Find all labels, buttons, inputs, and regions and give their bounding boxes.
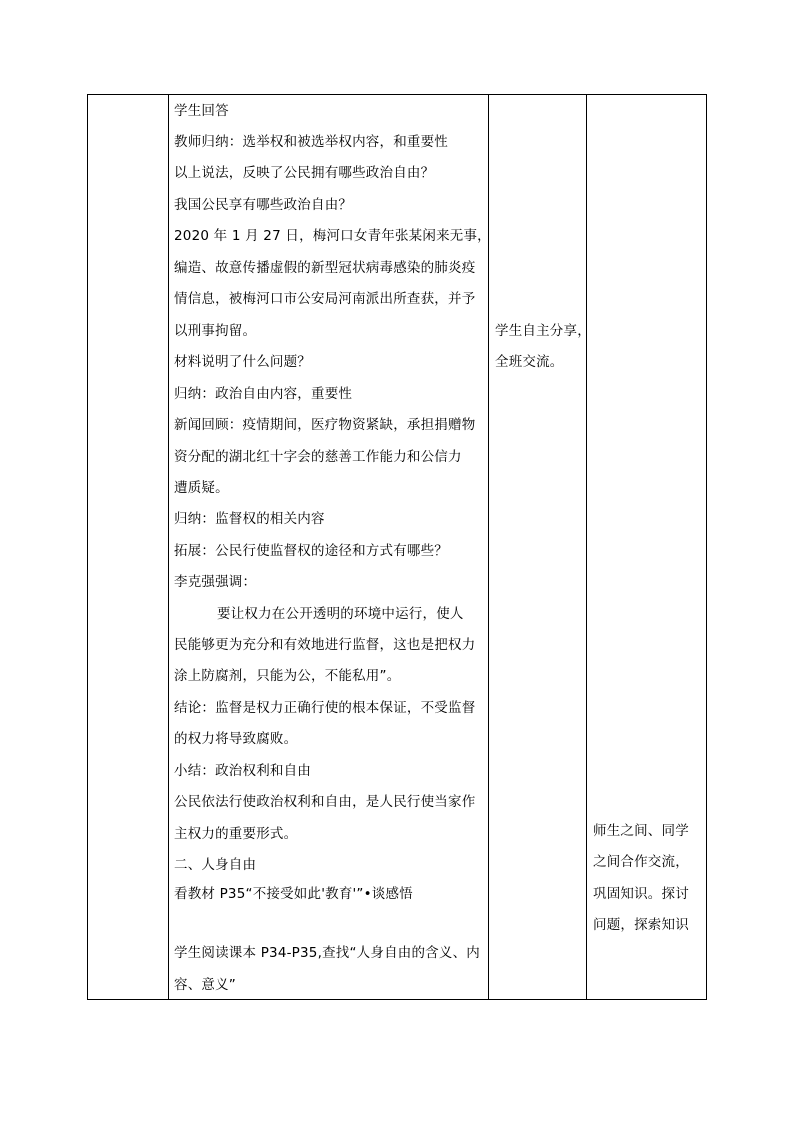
content-line: 公民依法行使政治权利和自由，是人民行使当家作	[174, 794, 476, 810]
content-line: 以刑事拘留。	[174, 323, 257, 339]
content-line: 拓展：公民行使监督权的途径和方式有哪些？	[174, 543, 448, 559]
design-line: 巩固知识。探讨	[593, 886, 689, 902]
content-line: 教师归纳：选举权和被选举权内容，和重要性	[174, 134, 448, 150]
design-intent-cell	[587, 95, 708, 999]
content-line: 以上说法，反映了公民拥有哪些政治自由？	[174, 165, 435, 181]
teaching-content-cell	[169, 95, 492, 999]
content-line: 涂上防腐剂，只能为公，不能私用”。	[174, 668, 401, 684]
content-line: 二、人身自由	[174, 857, 257, 873]
content-line: 主权力的重要形式。	[174, 826, 298, 842]
left-empty-cell	[88, 95, 168, 999]
content-line: 民能够更为充分和有效地进行监督，这也是把权力	[174, 637, 476, 653]
lesson-plan-table	[87, 94, 707, 1000]
content-line: 新闻回顾：疫情期间，医疗物资紧缺，承担捐赠物	[174, 417, 476, 433]
content-line: 容、意义”	[174, 977, 236, 993]
content-line: 学生回答	[174, 103, 229, 119]
content-line: 材料说明了什么问题？	[174, 354, 311, 370]
design-line: 之间合作交流，	[593, 854, 689, 870]
content-line: 归纳：政治自由内容，重要性	[174, 386, 353, 402]
content-line: 2020 年 1 月 27 日，梅河口女青年张某闲来无事，	[174, 228, 491, 244]
content-line: 情信息，被梅河口市公安局河南派出所查获，并予	[174, 291, 476, 307]
student-activity-cell	[489, 95, 591, 999]
content-line: 小结：政治权利和自由	[174, 763, 311, 779]
content-line: 编造、故意传播虚假的新型冠状病毒感染的肺炎疫	[174, 260, 476, 276]
activity-line: 学生自主分享，	[495, 323, 591, 339]
content-line: 归纳：监督权的相关内容	[174, 511, 325, 527]
activity-line: 全班交流。	[495, 354, 564, 370]
content-line: 我国公民享有哪些政治自由？	[174, 197, 353, 213]
content-line: 的权力将导致腐败。	[174, 731, 298, 747]
content-line: 李克强强调：	[174, 574, 257, 590]
content-line: 要让权力在公开透明的环境中运行，使人	[217, 606, 464, 622]
design-line: 问题，探索知识	[593, 917, 689, 933]
content-line: 资分配的湖北红十字会的慈善工作能力和公信力	[174, 449, 462, 465]
content-line: 学生阅读课本 P34-P35,查找“人身自由的含义、内	[174, 945, 480, 961]
content-line: 看教材 P35“不接受如此'教育'”•谈感悟	[174, 886, 413, 902]
content-line: 遭质疑。	[174, 480, 229, 496]
content-line: 结论：监督是权力正确行使的根本保证，不受监督	[174, 700, 476, 716]
design-line: 师生之间、同学	[593, 823, 689, 839]
